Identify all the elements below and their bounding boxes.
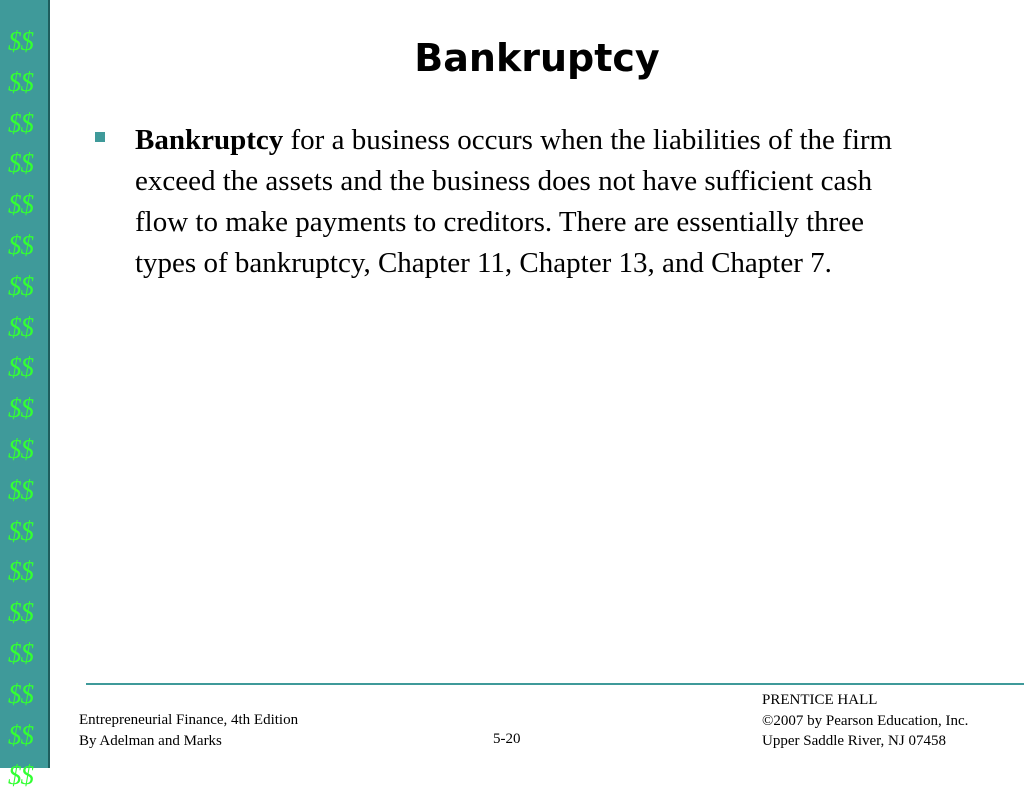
dollar-sign-icon: $$ [8,556,33,587]
dollar-sign-icon: $$ [8,719,33,750]
dollar-sign-icon: $$ [8,66,33,97]
dollar-sign-icon: $$ [8,434,33,464]
dollar-sign-icon: $$ [8,597,33,628]
dollar-sign-icon: $$ [8,311,33,342]
footer-authors: By Adelman and Marks [79,733,222,749]
dollar-sign-icon: $$ [8,393,33,424]
dollar-sign-icon: $$ [8,515,33,546]
footer-publisher: PRENTICE HALL [762,692,878,708]
bullet-body: for a business occurs when the liabilities of the firm exceed the assets and the business does not have sufficient cash flow to make payments to creditors. There are essentially three types of bankruptcy, Chapter 11, Chapter 13, and Chapter 7. [135,124,893,279]
dollar-sign-icon: $$ [8,352,33,383]
footer-book-info [79,710,298,752]
footer-publisher-info [762,690,968,752]
square-bullet-icon [95,132,105,142]
dollar-sign-icon: $$ [8,26,33,56]
footer-divider [86,683,1024,685]
dollar-sign-icon: $$ [8,638,33,668]
bullet-text [135,120,925,284]
footer-copyright: ©2007 by Pearson Education, Inc. [762,712,969,729]
decorative-dollar-strip [0,0,50,790]
bullet-term: Bankruptcy [135,124,284,156]
dollar-sign-icon: $$ [8,107,33,138]
dollar-sign-icon: $$ [8,189,33,220]
dollar-sign-icon: $$ [8,474,33,505]
footer-address: Upper Saddle River, NJ 07458 [762,733,946,749]
dollar-sign-icon: $$ [8,230,33,260]
dollar-sign-icon: $$ [8,148,33,179]
dollar-sign-icon: $$ [8,760,33,790]
bullet-item [95,120,925,284]
dollar-sign-icon: $$ [8,270,33,301]
slide-title: Bankruptcy [414,36,660,80]
footer-page-number: 5-20 [493,731,521,747]
footer-book-title: Entrepreneurial Finance, 4th Edition [79,712,299,728]
dollar-sign-icon: $$ [8,678,33,709]
